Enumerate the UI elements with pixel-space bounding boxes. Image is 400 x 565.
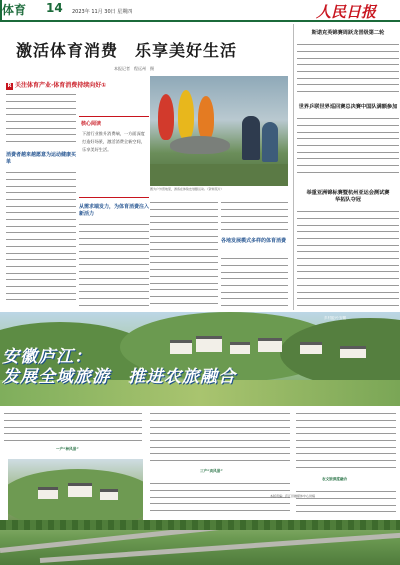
feature-subtitle-1: 一产“种风景” xyxy=(56,447,79,451)
text-column-3 xyxy=(150,198,218,308)
text-column-4b xyxy=(221,254,288,308)
feature-subtitle-2: 三产“卖风景” xyxy=(200,469,223,473)
inset-hill xyxy=(8,469,143,525)
kayak-grey xyxy=(170,136,230,154)
lead-subhead xyxy=(6,80,106,90)
person-figure-2 xyxy=(262,122,278,162)
feature-kicker: 乡村振兴·安徽 xyxy=(324,316,347,320)
lead-story xyxy=(0,24,290,310)
page-number: 14 xyxy=(46,1,63,15)
brief-item-2 xyxy=(297,104,399,176)
highway-photo xyxy=(0,520,400,565)
lujiang-feature xyxy=(0,312,400,565)
inset-house-1 xyxy=(38,487,58,499)
kayak-red xyxy=(158,94,174,140)
lead-headline: 激活体育消费 乐享美好生活 xyxy=(16,41,238,60)
brief-text-3 xyxy=(297,207,399,307)
feature-subtitle-3: 农文旅深度融合 xyxy=(322,477,348,481)
village-house-3 xyxy=(230,342,250,354)
ground xyxy=(150,164,288,186)
text-column-1 xyxy=(6,90,76,144)
lead-subtitle-3: 各地发展模式多样的体育消费 xyxy=(221,238,287,244)
text-column-1b xyxy=(6,168,76,308)
village-inset-photo xyxy=(8,459,143,525)
person-figure xyxy=(242,116,260,160)
masthead-logo: 人民日报 xyxy=(316,3,377,21)
core-reading-box xyxy=(79,116,149,198)
village-house-4 xyxy=(258,338,282,352)
brief-title-1: 斯诺克英锦赛周跃龙晋级第二轮 xyxy=(311,30,385,36)
feature-col-3b xyxy=(296,487,396,519)
photo-caption: 图为户外营地里，游客在体验皮划艇运动。（资料照片） xyxy=(150,187,224,191)
core-reading-title: 核心阅读 xyxy=(81,121,102,127)
section-name: 体育 xyxy=(2,3,27,17)
kayak-yellow xyxy=(178,90,194,140)
village-house-1 xyxy=(170,340,192,354)
inset-house-2 xyxy=(68,483,92,497)
inset-house-3 xyxy=(100,489,118,500)
kayak-orange xyxy=(198,96,214,140)
village-house-5 xyxy=(300,342,322,354)
series-title: 关注体育产业·体育消费持续向好① xyxy=(15,82,107,89)
feature-title-line2: 发展全域旅游 推进农旅融合 xyxy=(2,367,236,387)
lead-subtitle-1: 消费者越来越愿意为运动健康买单 xyxy=(6,152,77,165)
date-line: 2023年 11月 30日 星期四 xyxy=(72,9,133,15)
brief-title-2: 世界乒联世界巡回赛总决赛中国队满额参加 xyxy=(298,104,398,110)
highway-lane-2 xyxy=(40,531,400,562)
text-column-2 xyxy=(79,220,149,308)
feature-title-line1: 安徽庐江： xyxy=(2,347,92,367)
feature-col-1 xyxy=(4,409,142,445)
text-column-4 xyxy=(221,198,288,236)
page-header xyxy=(0,0,400,22)
brief-item-1 xyxy=(297,30,399,96)
lead-byline: 本报记者 程远州 摄 xyxy=(114,66,154,71)
brief-text-2 xyxy=(297,114,399,176)
roadside-trees xyxy=(0,520,400,530)
kayak-photo xyxy=(150,76,288,186)
brief-title-3b: 华拓队夺冠 xyxy=(335,197,361,203)
feature-col-2b xyxy=(150,479,290,519)
feature-col-3 xyxy=(296,409,396,475)
brief-title-3: 举重亚洲锦标赛暨杭州亚运会测试赛 xyxy=(306,190,390,196)
brief-item-3 xyxy=(297,190,399,307)
feature-banner xyxy=(0,312,400,406)
village-house-6 xyxy=(340,346,366,358)
brief-text-1 xyxy=(297,40,399,96)
lead-subtitle-2: 从需求端发力，为体育消费注入新活力 xyxy=(79,204,150,217)
core-reading-body: 下游行业推升消费端，一方面深度打造好场景，激活消费全新空间，乐享美好生活。 xyxy=(82,131,145,152)
series-tag: R xyxy=(7,83,12,89)
village-house-2 xyxy=(196,336,222,352)
feature-col-2 xyxy=(150,409,290,469)
feature-footer: 本版责编：庐江县融媒体中心供稿 xyxy=(270,494,316,498)
news-brief-column xyxy=(293,24,400,310)
